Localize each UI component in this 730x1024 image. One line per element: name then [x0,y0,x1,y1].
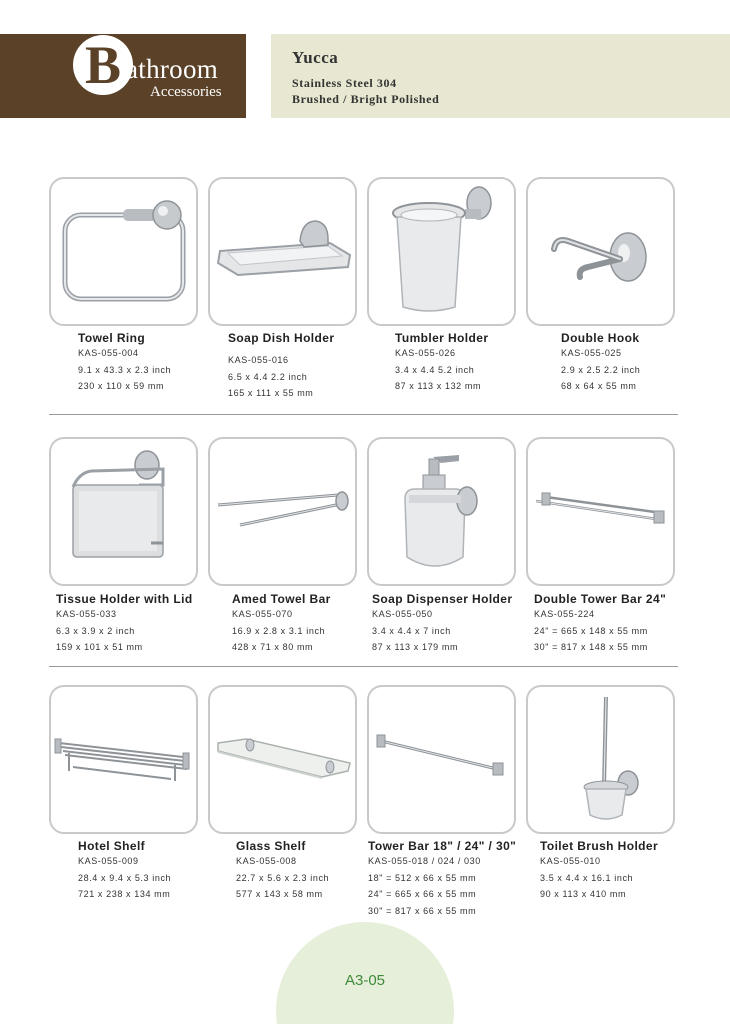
product-image-tissue-holder [49,437,198,586]
product-spec: 6.5 x 4.4 2.2 inch [228,372,308,382]
product-spec: 16.9 x 2.8 x 3.1 inch [232,626,326,636]
product-name: Hotel Shelf [78,839,146,853]
product-code: KAS-055-010 [540,856,601,866]
page-number: A3-05 [344,972,386,989]
product-name: Soap Dish Holder [228,331,335,345]
series-name: Yucca [292,48,339,67]
product-name: Tower Bar 18" / 24" / 30" [368,839,517,853]
product-code: KAS-055-050 [372,609,433,619]
row-divider [49,666,678,667]
product-image-glass-shelf [208,685,357,834]
soap-dish-holder-image [210,179,355,324]
tower-bar-image [369,687,514,832]
product-spec: 428 x 71 x 80 mm [232,642,314,652]
brand-word: athroom [126,54,219,84]
product-name: Tumbler Holder [395,331,489,345]
product-image-soap-dish-holder [208,177,357,326]
towel-ring-image [51,179,196,324]
product-spec: 2.9 x 2.5 2.2 inch [561,365,641,375]
soap-dispenser-holder-image [369,439,514,584]
product-name: Soap Dispenser Holder [372,592,513,606]
product-spec: 18" = 512 x 66 x 55 mm [368,873,477,883]
product-image-tower-bar [367,685,516,834]
product-spec: 165 x 111 x 55 mm [228,388,314,398]
product-spec: 24" = 665 x 66 x 55 mm [368,889,477,899]
brand-subtitle: Accessories [150,84,222,100]
product-name: Double Hook [561,331,640,345]
product-image-tumbler-holder [367,177,516,326]
product-spec: 87 x 113 x 179 mm [372,642,459,652]
product-spec: 68 x 64 x 55 mm [561,381,637,391]
product-code: KAS-055-018 / 024 / 030 [368,856,481,866]
row-divider [49,414,678,415]
product-name: Tissue Holder with Lid [56,592,193,606]
product-code: KAS-055-025 [561,348,622,358]
tumbler-holder-image [369,179,514,324]
series-finish: Brushed / Bright Polished [292,92,440,106]
brand-logo-block [0,34,246,118]
tissue-holder-image [51,439,196,584]
product-spec: 159 x 101 x 51 mm [56,642,143,652]
brand-initial: B [84,35,122,95]
hotel-shelf-image [51,687,196,832]
series-material: Stainless Steel 304 [292,76,397,90]
product-code: KAS-055-008 [236,856,297,866]
product-name: Double Tower Bar 24" [534,592,667,606]
product-spec: 3.4 x 4.4 x 7 inch [372,626,451,636]
product-image-toilet-brush-holder [526,685,675,834]
product-spec: 721 x 238 x 134 mm [78,889,171,899]
product-code: KAS-055-026 [395,348,456,358]
product-code: KAS-055-033 [56,609,117,619]
product-image-amed-towel-bar [208,437,357,586]
glass-shelf-image [210,687,355,832]
series-info-panel [271,34,730,118]
product-spec: 28.4 x 9.4 x 5.3 inch [78,873,172,883]
product-image-towel-ring [49,177,198,326]
product-spec: 24" = 665 x 148 x 55 mm [534,626,648,636]
double-tower-bar-image [528,439,673,584]
product-spec: 230 x 110 x 59 mm [78,381,165,391]
product-image-double-tower-bar [526,437,675,586]
product-image-double-hook [526,177,675,326]
product-spec: 577 x 143 x 58 mm [236,889,323,899]
product-spec: 90 x 113 x 410 mm [540,889,627,899]
product-spec: 30" = 817 x 66 x 55 mm [368,906,477,916]
product-code: KAS-055-070 [232,609,293,619]
product-code: KAS-055-224 [534,609,595,619]
product-spec: 6.3 x 3.9 x 2 inch [56,626,135,636]
product-image-soap-dispenser-holder [367,437,516,586]
product-spec: 30" = 817 x 148 x 55 mm [534,642,648,652]
product-spec: 87 x 113 x 132 mm [395,381,482,391]
product-image-hotel-shelf [49,685,198,834]
product-code: KAS-055-009 [78,856,139,866]
amed-towel-bar-image [210,439,355,584]
toilet-brush-holder-image [528,687,673,832]
product-spec: 3.4 x 4.4 5.2 inch [395,365,475,375]
product-name: Towel Ring [78,331,146,345]
product-spec: 9.1 x 43.3 x 2.3 inch [78,365,172,375]
product-name: Glass Shelf [236,839,306,853]
product-code: KAS-055-016 [228,355,289,365]
double-hook-image [528,179,673,324]
product-spec: 22.7 x 5.6 x 2.3 inch [236,873,330,883]
product-name: Toilet Brush Holder [540,839,659,853]
product-spec: 3.5 x 4.4 x 16.1 inch [540,873,634,883]
product-name: Amed Towel Bar [232,592,331,606]
product-code: KAS-055-004 [78,348,139,358]
